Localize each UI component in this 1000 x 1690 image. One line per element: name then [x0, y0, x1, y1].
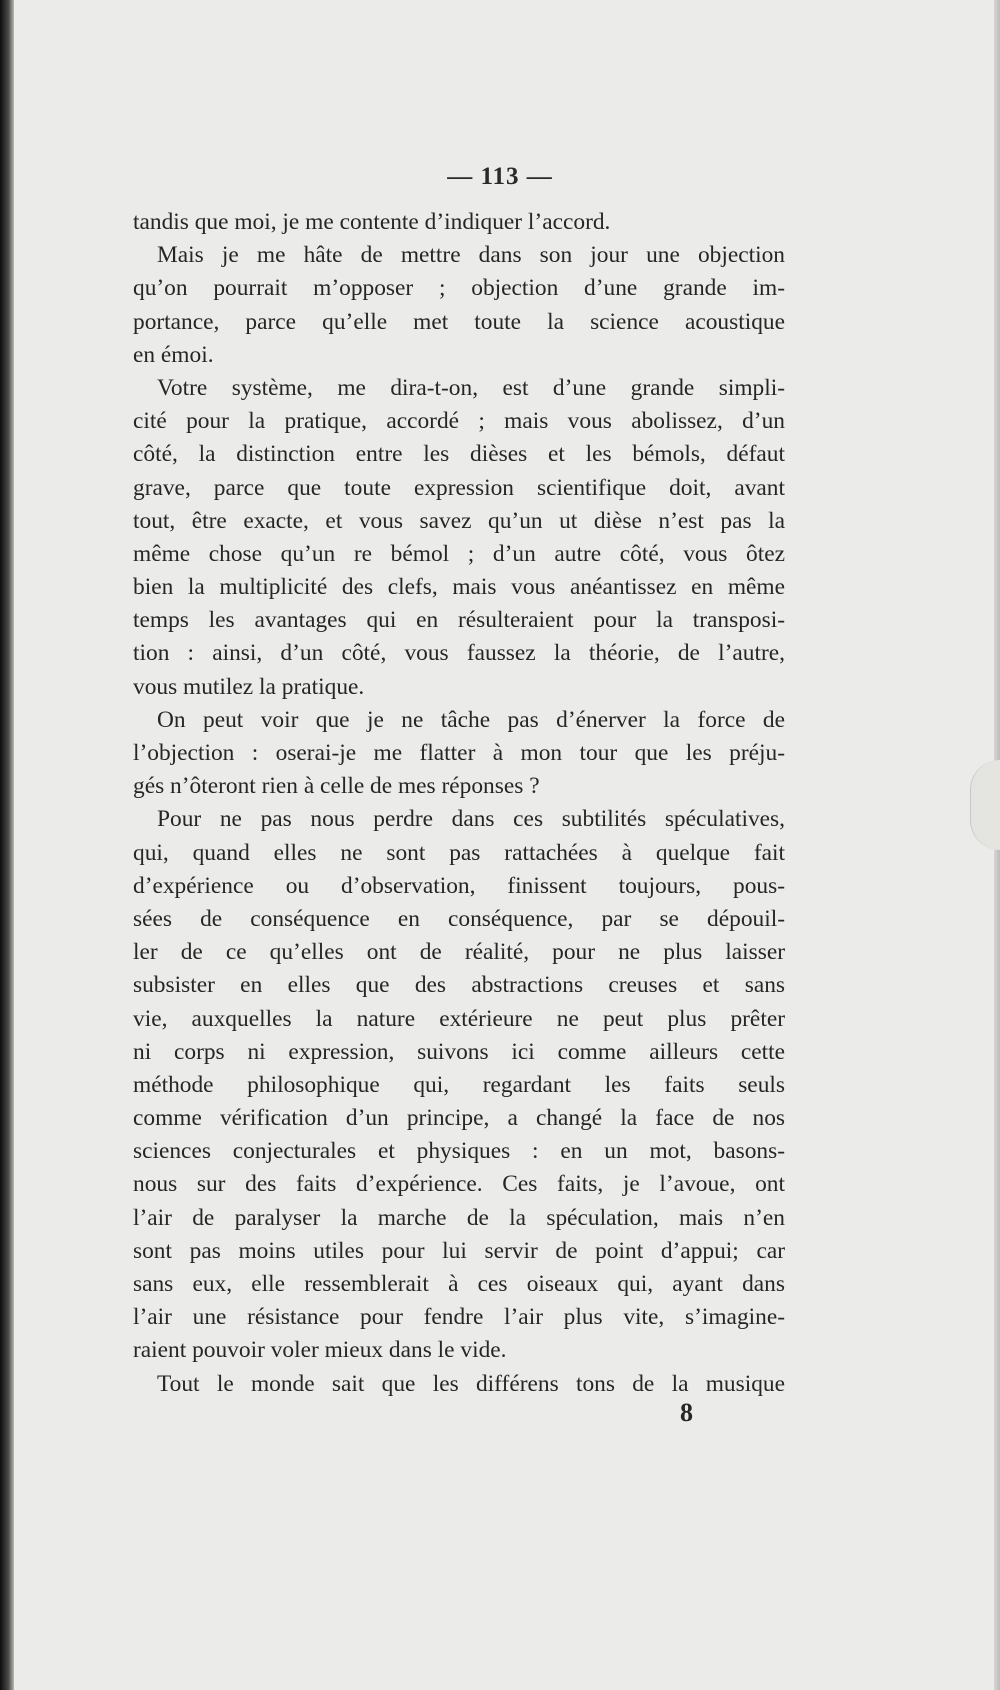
text-line: en émoi.: [133, 341, 214, 368]
text-line: Mais je me hâte de mettre dans son jour une objection: [157, 242, 785, 269]
page-fold: [970, 760, 1000, 850]
signature-mark: 8: [680, 1398, 693, 1427]
text-line: cité pour la pratique, accordé ; mais vous abolissez, d’un: [133, 408, 785, 435]
text-line: Pour ne pas nous perdre dans ces subtilités spéculatives,: [157, 806, 785, 833]
text-line: côté, la distinction entre les dièses et les bémols, défaut: [133, 441, 785, 468]
text-line: tout, être exacte, et vous savez qu’un ut dièse n’est pas la: [133, 507, 785, 534]
text-line: sont pas moins utiles pour lui servir de point d’appui; car: [133, 1237, 785, 1264]
text-line: tandis que moi, je me contente d’indiquer l’accord.: [133, 209, 611, 235]
text-line: sans eux, elle ressemblerait à ces oiseaux qui, ayant dans: [133, 1271, 785, 1297]
text-line: l’air de paralyser la marche de la spéculation, mais n’en: [133, 1204, 785, 1231]
text-line: bien la multiplicité des clefs, mais vous anéantissez en même: [133, 574, 785, 601]
text-line: nous sur des faits d’expérience. Ces faits, je l’avoue, ont: [133, 1171, 785, 1198]
text-line: ler de ce qu’elles ont de réalité, pour ne plus laisser: [133, 939, 785, 966]
text-line: méthode philosophique qui, regardant les faits seuls: [133, 1071, 785, 1098]
text-line: comme vérification d’un principe, a changé la face de nos: [133, 1105, 785, 1132]
text-line: l’objection : oserai-je me flatter à mon tour que les préju-: [133, 740, 785, 766]
text-line: gés n’ôteront rien à celle de mes réponses ?: [133, 773, 540, 800]
text-line: raient pouvoir voler mieux dans le vide.: [133, 1337, 507, 1364]
text-line: vous mutilez la pratique.: [133, 673, 365, 700]
text-line: sciences conjecturales et physiques : en un mot, basons-: [133, 1138, 785, 1165]
text-line: On peut voir que je ne tâche pas d’énerver la force de: [157, 706, 785, 733]
page-number-header: — 113 —: [447, 163, 553, 190]
text-line: qu’on pourrait m’opposer ; objection d’une grande im-: [133, 275, 785, 302]
text-line: même chose qu’un re bémol ; d’un autre côté, vous ôtez: [133, 540, 785, 567]
text-line: tion : ainsi, d’un côté, vous faussez la théorie, de l’autre,: [133, 640, 785, 667]
text-line: Votre système, me dira-t-on, est d’une grande simpli-: [157, 374, 785, 401]
text-line: portance, parce qu’elle met toute la science acoustique: [133, 308, 785, 335]
text-line: vie, auxquelles la nature extérieure ne peut plus prêter: [133, 1005, 785, 1032]
text-line: qui, quand elles ne sont pas rattachées à quelque fait: [133, 839, 785, 866]
text-line: Tout le monde sait que les différens tons de la musique: [157, 1370, 785, 1397]
text-line: temps les avantages qui en résulteraient pour la transposi-: [133, 607, 785, 634]
text-line: sées de conséquence en conséquence, par se dépouil-: [133, 905, 785, 932]
body-text: [133, 206, 785, 1401]
text-line: grave, parce que toute expression scientifique doit, avant: [133, 474, 785, 501]
text-line: l’air une résistance pour fendre l’air plus vite, s’imagine-: [133, 1304, 785, 1331]
binding-gutter: [0, 0, 14, 1690]
text-line: ni corps ni expression, suivons ici comme ailleurs cette: [133, 1038, 785, 1065]
text-line: subsister en elles que des abstractions creuses et sans: [133, 972, 785, 999]
text-line: d’expérience ou d’observation, finissent toujours, pous-: [133, 872, 785, 899]
